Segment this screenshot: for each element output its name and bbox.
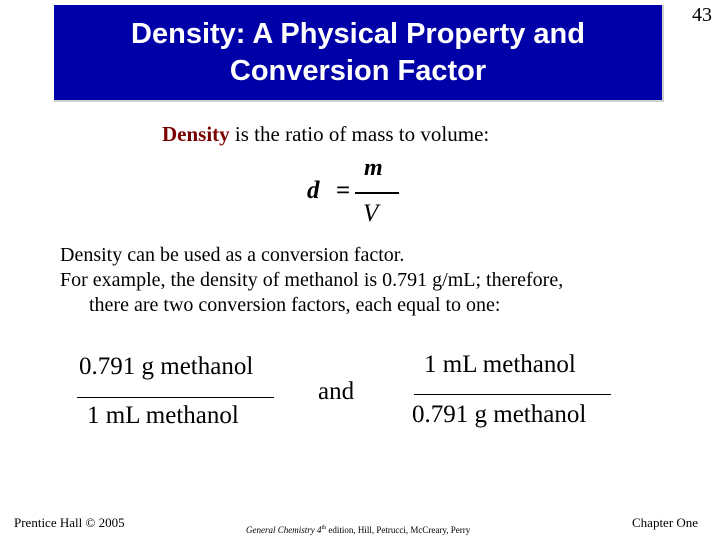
footer-book-authors: edition, Hill, Petrucci, McCreary, Perry: [326, 525, 471, 535]
paragraph-line-2: For example, the density of methanol is 0.791 g/mL; therefore,: [60, 269, 564, 291]
density-definition: [162, 122, 489, 147]
formula-density-symbol: d: [307, 177, 320, 204]
footer-book-citation: [246, 525, 470, 535]
formula-fraction-bar: [355, 192, 399, 194]
footer-chapter: Chapter One: [632, 515, 699, 530]
paragraph-line-3: there are two conversion factors, each equal to one:: [89, 294, 501, 316]
footer-book-title: General Chemistry 4: [246, 525, 322, 535]
left-factor-denominator: 1 mL methanol: [87, 402, 239, 429]
formula-equals-sign: =: [336, 177, 351, 204]
footer-edition-superscript: th: [321, 525, 327, 531]
slide-title-banner: [54, 5, 664, 102]
conversion-factor-paragraph: [60, 243, 563, 318]
formula-volume-symbol: V: [363, 200, 379, 227]
slide-title-line-1: Density: A Physical Property and: [131, 17, 585, 50]
and-connector: and: [318, 378, 355, 405]
right-factor-denominator: 0.791 g methanol: [412, 401, 587, 428]
density-definition-text: is the ratio of mass to volume:: [229, 122, 490, 146]
paragraph-line-1: Density can be used as a conversion factor.: [60, 244, 405, 266]
left-factor-numerator: 0.791 g methanol: [79, 353, 254, 380]
density-term: Density: [162, 122, 230, 146]
right-factor-numerator: 1 mL methanol: [424, 351, 576, 378]
slide-number: 43: [692, 4, 712, 26]
formula-mass-symbol: m: [364, 155, 383, 181]
right-factor-divider: [414, 394, 611, 395]
footer-copyright: Prentice Hall © 2005: [14, 515, 125, 530]
left-factor-divider: [77, 397, 274, 398]
slide-title-line-2: Conversion Factor: [229, 54, 487, 87]
